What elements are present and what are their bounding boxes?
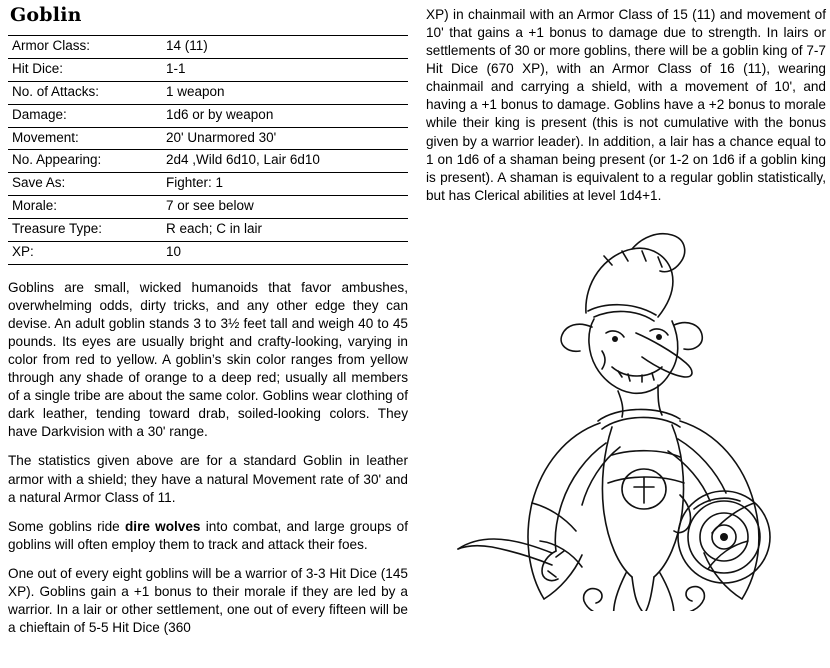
goblin-illustration: [426, 221, 826, 611]
right-column: [426, 6, 826, 611]
stat-label: Hit Dice:: [12, 60, 64, 76]
stat-label: Damage:: [12, 106, 67, 122]
page-title: Goblin: [10, 4, 82, 26]
table-row: [8, 196, 408, 219]
stat-label: Armor Class:: [12, 38, 91, 53]
dire-wolves-emphasis: dire wolves: [124, 518, 201, 534]
paragraph-text-before: Some goblins ride: [8, 518, 125, 534]
table-row: [8, 219, 408, 242]
two-column-layout: [8, 4, 826, 637]
stat-value: 1 weapon: [166, 83, 225, 99]
stat-value: 7 or see below: [166, 198, 254, 214]
table-row: [8, 173, 408, 196]
stat-label: No. of Attacks:: [12, 83, 100, 99]
stat-value: 1d6 or by weapon: [166, 106, 274, 122]
description-paragraph-3: [8, 518, 408, 554]
paragraph-text-after: into combat, and large groups of goblins will often employ them to track and attack their foes.: [8, 518, 409, 552]
stat-block-table: [8, 35, 408, 265]
table-row: [8, 150, 408, 173]
description-paragraph-continued: XP) in chainmail with an Armor Class of 15 (11) and movement of 10' that gains a +1 bonus to damage due to strength. In lairs or settlements of 30 or more goblins, there will be a goblin king of 7-7 Hit Dice (670 XP), with an Armor Class of 16 (11), wearing chainmail and carrying a shield, with a movement of 10', and having a +1 bonus to damage. Goblins have a +2 bonus to morale while their king is present (this is not cumulative with the bonus given by a warrior leader). In addition, a lair has a chance equal to 1 on 1d6 of a shaman being present (or 1-2 on 1d6 if a goblin king is present). A shaman is equivalent to a regular goblin statistically, but has Clerical abilities at level 1d4+1.: [426, 7, 826, 203]
stat-label: Morale:: [12, 198, 58, 214]
stat-value: 10: [166, 243, 182, 259]
table-row: [8, 58, 408, 81]
table-row: [8, 81, 408, 104]
left-column: [8, 6, 408, 637]
stat-value: R each; C in lair: [166, 221, 263, 236]
description-paragraph-4: One out of every eight goblins will be a warrior of 3-3 Hit Dice (145 XP). Goblins gain a +1 bonus to their morale if they are led by a warrior. In a lair or other settlement, one out of every fifteen will be a chieftain of 5-5 Hit Dice (360: [8, 565, 408, 636]
table-row: [8, 241, 408, 264]
table-row: [8, 36, 408, 59]
stat-label: XP:: [12, 243, 34, 259]
description-paragraph-1: Goblins are small, wicked humanoids that favor ambushes, overwhelming odds, dirty tricks, and any other edge they can devise. An adult goblin stands 3 to 3½ feet tall and weigh 40 to 45 pounds. Its eyes are usually bright and crafty-looking, varying in color from red to yellow. A goblin’s skin color ranges from yellow through any shade of orange to a deep red; usually all members of a single tribe are about the same color. Goblins wear clothing of dark leather, tending toward drab, soiled-looking colors. They have Darkvision with a 30' range.: [8, 279, 408, 440]
stat-value: Fighter: 1: [166, 175, 224, 191]
stat-value: 20' Unarmored 30': [166, 129, 277, 145]
stat-value: 14 (11): [166, 38, 208, 53]
stat-value: 2d4 ,Wild 6d10, Lair 6d10: [166, 152, 320, 168]
description-paragraph-2: The statistics given above are for a standard Goblin in leather armor with a shield; they have a natural Movement rate of 30' and a natural Armor Class of 11.: [8, 453, 408, 505]
table-row: [8, 104, 408, 127]
table-row: [8, 127, 408, 150]
stat-label: Movement:: [12, 129, 79, 145]
stat-value: 1-1: [166, 60, 186, 76]
stat-label: Treasure Type:: [12, 221, 103, 236]
stat-label: No. Appearing:: [12, 152, 102, 168]
stat-label: Save As:: [12, 175, 66, 191]
